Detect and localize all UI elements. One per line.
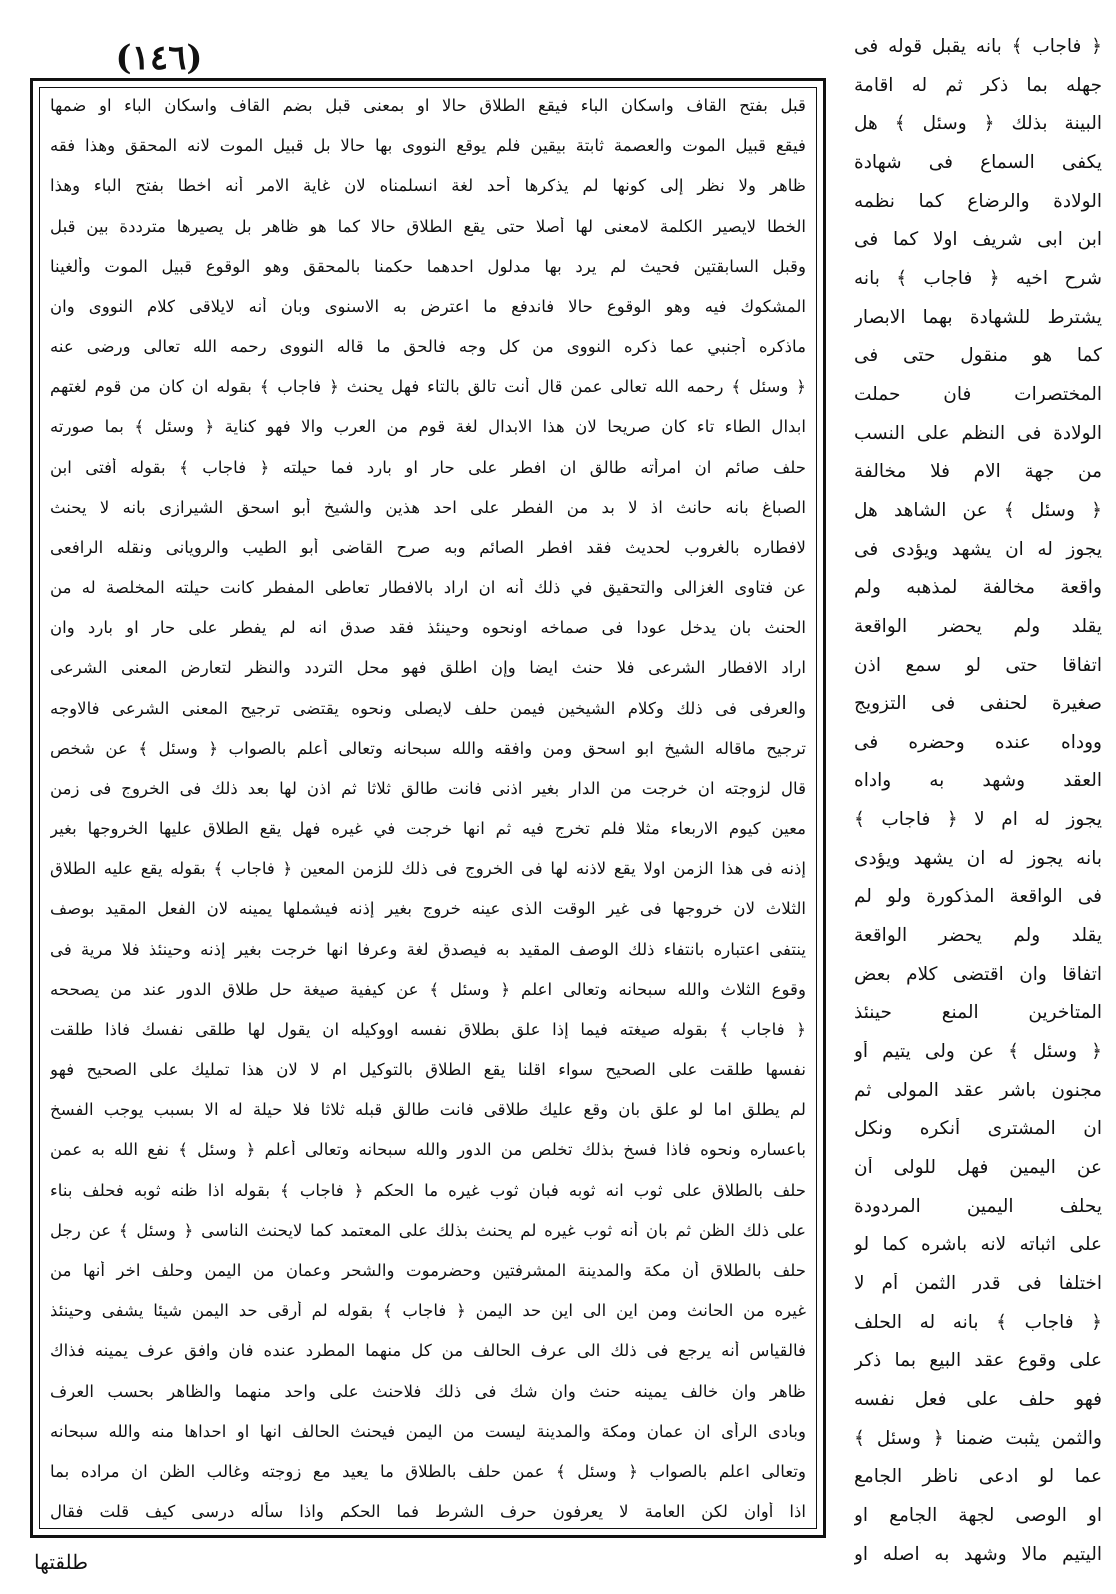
margin-text-line: واقعة مخالفة لمذهبه ولم bbox=[854, 577, 1102, 599]
margin-text-line: اختلفا فى قدر الثمن أم لا bbox=[854, 1273, 1102, 1294]
main-text-line: ابدال الطاء تاء كان صريحا لان هذا الابدال لغة قوم من العرب والا فهو كناية ﴿ وسئل ﴾ بما صورته bbox=[50, 417, 806, 437]
margin-text-line: اتفاقا وان اقتضى كلام بعض bbox=[854, 963, 1102, 985]
margin-text-line: يحلف اليمين المردودة bbox=[854, 1195, 1102, 1217]
main-text-line: والعرفى فى ذلك وكلام الشيخين فيمن حلف لايصلى ونحوه يقتضى ترجيح المعنى الشرعى فالاوجه bbox=[50, 698, 806, 718]
main-text-line: حلف بالطلاق أن مكة والمدينة المشرفتين وحضرموت والشحر وعمان من اليمن وحلف اخر أنها من bbox=[50, 1260, 806, 1280]
main-text-line: الثلاث لان خروجها فى غير الوقت الذى عينه خروج بغير إذنه فيشملها يمينه لان الفعل المقيد بوصف bbox=[50, 899, 806, 919]
main-text-line: اذا أوان لكن العامة لا يعرفون حرف الشرط فما الحكم واذا سأله درسى كيف قلت فقال bbox=[50, 1502, 806, 1522]
main-text-line: ينتفى اعتباره بانتفاء ذلك الوصف المقيد به فيصدق لغة وعرفا انها خرجت بغير إذنه وحينئذ فلا مرية فى bbox=[50, 939, 806, 959]
margin-text-line: عن اليمين فهل للولى أن bbox=[854, 1157, 1102, 1179]
margin-text-line: والثمن يثبت ضمنا ﴿ وسئل ﴾ bbox=[854, 1427, 1102, 1449]
main-text-line: ﴿ وسئل ﴾ رحمه الله تعالى عمن قال أنت تالق بالتاء فهل يحنث ﴿ فاجاب ﴾ بقوله ان كان من قوم لغتهم bbox=[50, 377, 806, 397]
margin-text-line: ﴿ وسئل ﴾ عن الشاهد هل bbox=[854, 499, 1102, 521]
margin-text-line: الولادة فى النظم على النسب bbox=[854, 422, 1102, 444]
margin-text-line: يقلد ولم يحضر الواقعة bbox=[854, 615, 1102, 637]
margin-text-line: ووداه عنده وحضره فى bbox=[854, 731, 1102, 753]
main-text-line: فالقياس أنه يرجع فى ذلك الى عرف الحالف من كل منهما المطرد عنده فان وافق عرف يمينه فذاك bbox=[50, 1341, 806, 1361]
main-text-line: حلف بالطلاق على ثوب انه ثوبه فبان ثوب غيره ما الحكم ﴿ فاجاب ﴾ بقوله اذا ظنه ثوبه فحلف بناء bbox=[50, 1180, 806, 1200]
main-text-frame bbox=[30, 78, 826, 1538]
margin-text-line: العقد وشهد به واداه bbox=[854, 770, 1102, 792]
main-text-line: وقوع الثلاث والله سبحانه وتعالى اعلم ﴿ وسئل ﴾ عن كيفية صيغة حل طلاق الدور عند من يصححه bbox=[50, 979, 806, 999]
main-text-line: غيره من الحانث ومن اين الى اين حد اليمن ﴿ فاجاب ﴾ بقوله لم أرقى حد اليمن شيئا يشفى وحينئذ bbox=[50, 1301, 806, 1321]
margin-text-line: شرح اخيه ﴿ فاجاب ﴾ بانه bbox=[854, 267, 1102, 289]
main-text-line: ﴿ فاجاب ﴾ بقوله صيغته فيما إذا علق بطلاق نفسه اووكيله ان يقول لها طلقى نفسك فاذا طلقت bbox=[50, 1019, 806, 1039]
main-text-line: عن فتاوى الغزالى والتحقيق في ذلك أنه ان اراد بالافطار تعاطى المفطر كانت حيلته المخلصة له من bbox=[50, 578, 806, 598]
main-text-line: لافطاره بالغروب لحديث فقد افطر الصائم وبه صرح القاضى أبو الطيب والرويانى ونقله الرافعى bbox=[50, 537, 806, 557]
margin-text-line: كما هو منقول حتى فى bbox=[854, 345, 1102, 367]
main-text-line: نفسها طلقت على الصحيح سواء اقلنا يقع الطلاق بالتوكيل ام لا لان هذا تمليك على الصحيح فهو bbox=[50, 1060, 806, 1080]
margin-text-line: صغيرة لحنفى فى التزويج bbox=[854, 693, 1102, 715]
main-text-line: على ذلك الظن ثم بان أنه ثوب غيره لم يحنث بذلك على المعتمد كما لايحنث الناسى ﴿ وسئل ﴾ عن رجل bbox=[50, 1220, 806, 1240]
main-text-line: وبادى الرأى ان عمان ومكة والمدينة ليست من اليمن فيحنث الحالف انها او احداها منه والله سبحانه bbox=[50, 1421, 806, 1441]
margin-text-line: ﴿ وسئل ﴾ عن ولى يتيم أو bbox=[854, 1041, 1102, 1063]
margin-text-line: فى الواقعة المذكورة ولو لم bbox=[854, 886, 1102, 908]
main-text-line: المشكوك فيه وهو الوقوع حالا فاندفع ما اعترض به الاسنوى وبان أنه لايلاقى كلام النووى وان bbox=[50, 296, 806, 316]
margin-text-line: ان المشترى أنكره ونكل bbox=[854, 1118, 1102, 1140]
main-text-line: ترجيح ماقاله الشيخ ابو اسحق ومن وافقه والله سبحانه وتعالى أعلم بالصواب ﴿ وسئل ﴾ عن شخص bbox=[50, 738, 806, 758]
margin-text-line: يشترط للشهادة بهما الابصار bbox=[854, 306, 1102, 328]
margin-text-line: البينة بذلك ﴿ وسئل ﴾ هل bbox=[854, 113, 1102, 135]
margin-text-line: على اثباته لانه باشره كما لو bbox=[854, 1234, 1102, 1256]
main-text-line: الحنث بان يدخل عودا فى صماخه اونحوه وحينئذ فقد صدق انه لم يفطر على حار او بارد وان bbox=[50, 618, 806, 638]
margin-text-line: يكفى السماع فى شهادة bbox=[854, 151, 1102, 173]
margin-text-line: ﴿ فاجاب ﴾ بانه يقبل قوله فى bbox=[854, 36, 1102, 57]
margin-text-line: جهله بما ذكر ثم له اقامة bbox=[854, 74, 1102, 96]
margin-text-line: من جهة الام فلا مخالفة bbox=[854, 461, 1102, 483]
margin-text-line: اليتيم مالا وشهد به اصله او bbox=[854, 1543, 1102, 1565]
margin-text-line: المتاخرين المنع حينئذ bbox=[854, 1002, 1102, 1024]
main-text-line: فيقع قبيل الموت والعصمة ثابتة بيقين فلم يوقع النووى بها حالا بل قبيل الموت لانه المحقق وهذا فقه bbox=[50, 136, 806, 156]
margin-text-line: ﴿ فاجاب ﴾ بانه له الحلف bbox=[854, 1311, 1102, 1333]
margin-commentary bbox=[854, 36, 1102, 1566]
main-text-body bbox=[39, 87, 817, 1529]
main-text-line: إذنه فى هذا الزمن اولا يقع لاذنه لها فى الخروج فى ذلك للزمن المعين ﴿ فاجاب ﴾ بقوله يقع عليه الطلاق bbox=[50, 859, 806, 879]
main-text-line: ظاهر وان خالف يمينه حنث وان شك فى ذلك فلاحنث على واحد منهما والظاهر بحسب العرف bbox=[50, 1381, 806, 1401]
main-text-line: الصباغ بانه حانث اذ لا بد من الفطر على احد هذين والشيخ أبو اسحق الشيرازى بانه لا يحنث bbox=[50, 497, 806, 517]
margin-text-line: الولادة والرضاع كما نظمه bbox=[854, 190, 1102, 212]
margin-text-line: اتفاقا حتى لو سمع اذن bbox=[854, 654, 1102, 676]
margin-text-line: يقلد ولم يحضر الواقعة bbox=[854, 925, 1102, 947]
main-text-line: قال لزوجته ان خرجت من الدار بغير اذنى فانت طالق ثلاثا ثم اذن لها بعد ذلك فى الخروج فى زمن bbox=[50, 778, 806, 798]
main-text-line: ماذكره أجنبي عما ذكره النووى من كل وجه فالحق ما قاله النووى رحمه الله تعالى ورضى عنه bbox=[50, 337, 806, 357]
main-text-line: وتعالى اعلم بالصواب ﴿ وسئل ﴾ عمن حلف بالطلاق ما يعيد مع زوجته وغالب الظن ان مراده بما bbox=[50, 1461, 806, 1481]
main-text-line: باعساره ونحوه فاذا فسخ بذلك تخلص من الدور والله سبحانه وتعالى أعلم ﴿ وسئل ﴾ نفع الله به عمن bbox=[50, 1140, 806, 1160]
main-text-line: الخطا لايصير الكلمة لامعنى لها أصلا حتى يقع الطلاق حالا كما هو ظاهر بل يصيرها مترددة بين قبل bbox=[50, 216, 806, 236]
main-text-line: ظاهر ولا نظر إلى كونها لم يذكرها أحد لغة انسلمناه لان غاية الامر أنه اخطا بفتح الباء وهذا bbox=[50, 176, 806, 196]
margin-text-line: المختصرات فان حملت bbox=[854, 383, 1102, 405]
catchword: طلقتها bbox=[34, 1550, 89, 1574]
margin-text-line: بانه يجوز له ان يشهد ويؤدى bbox=[854, 847, 1102, 869]
margin-text-line: فهو حلف على فعل نفسه bbox=[854, 1388, 1102, 1410]
margin-text-line: يجوز له ان يشهد ويؤدى فى bbox=[854, 538, 1102, 560]
margin-text-line: ابن ابى شريف اولا كما فى bbox=[854, 229, 1102, 251]
main-text-line: وقبل السابقتين فحيث لم يرد بها مدلول احدهما حكمنا بالمحقق وهو الوقوع قبيل الموت وألغينا bbox=[50, 256, 806, 276]
page-number: (١٤٦) bbox=[115, 38, 203, 78]
margin-text-line: عما لو ادعى ناظر الجامع bbox=[854, 1466, 1102, 1488]
main-text-line: معين كيوم الاربعاء مثلا فلم تخرج فيه ثم انها خرجت في غيره فهل يقع الطلاق عليها الخروجها بغير bbox=[50, 819, 806, 839]
main-text-line: اراد الافطار الشرعى فلا حنث ايضا وإن اطلق فهو محل التردد والنظر لتعارض المعنى الشرعى bbox=[50, 658, 806, 678]
margin-text-line: على وقوع عقد البيع بما ذكر bbox=[854, 1350, 1102, 1372]
main-text-line: حلف صائم ان امرأته طالق ان افطر على حار او بارد فما حيلته ﴿ فاجاب ﴾ بقوله أفتى ابن bbox=[50, 457, 806, 477]
main-text-line: لم يطلق اما لو علق بان وقع عليك طلاقى فانت طالق قبله ثلاثا فلا حيلة له الا بسبب يوجب الفسخ bbox=[50, 1100, 806, 1120]
margin-text-line: مجنون باشر عقد المولى ثم bbox=[854, 1079, 1102, 1101]
margin-text-line: يجوز له ام لا ﴿ فاجاب ﴾ bbox=[854, 809, 1102, 831]
main-text-line: قبل بفتح القاف واسكان الباء فيقع الطلاق حالا او بمعنى قبل بضم القاف واسكان الباء او ضمها bbox=[50, 96, 806, 115]
margin-text-line: او الوصى لجهة الجامع او bbox=[854, 1504, 1102, 1526]
